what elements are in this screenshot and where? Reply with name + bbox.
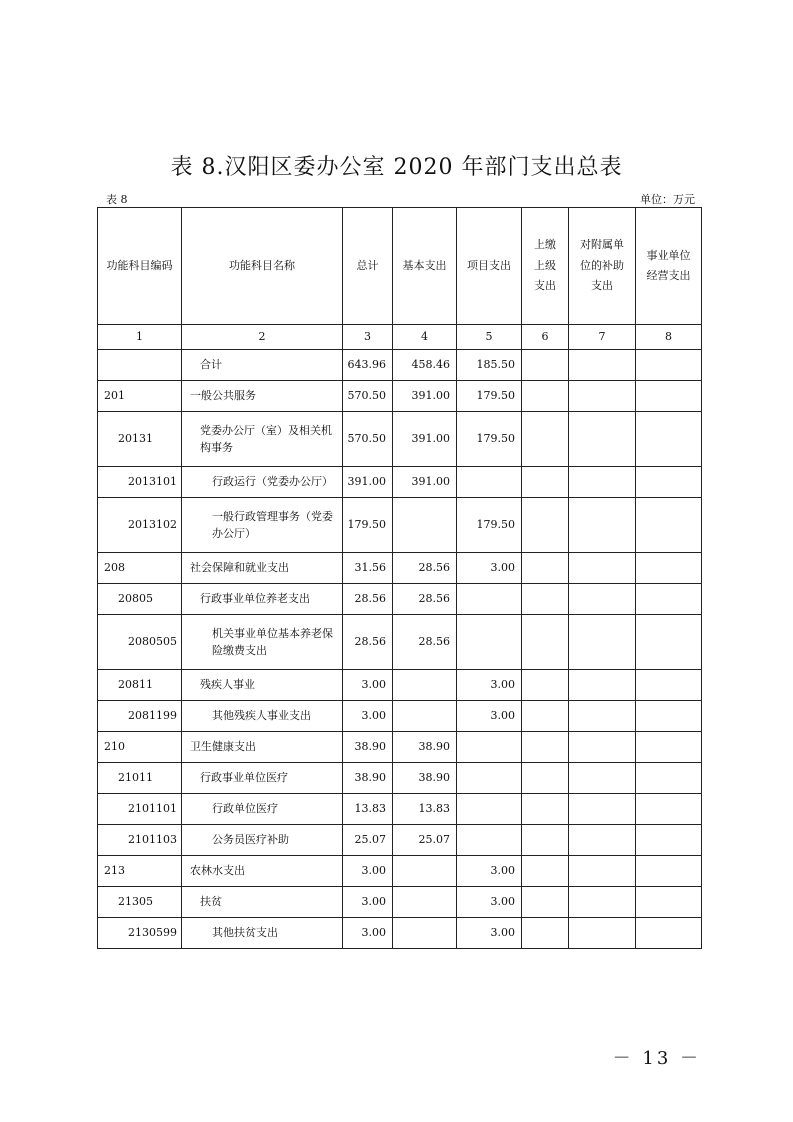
name-cell: 社会保障和就业支出 xyxy=(182,553,343,584)
affiliate-cell xyxy=(569,887,636,918)
upper-cell xyxy=(522,794,569,825)
code-cell: 213 xyxy=(98,856,182,887)
total-cell: 3.00 xyxy=(343,887,393,918)
affiliate-cell xyxy=(569,350,636,381)
name-cell: 党委办公厅（室）及相关机构事务 xyxy=(182,412,343,467)
column-number: 8 xyxy=(636,325,702,350)
table-row xyxy=(98,856,702,887)
column-number: 4 xyxy=(393,325,457,350)
basic-cell xyxy=(393,498,457,553)
header-code: 功能科目编码 xyxy=(98,208,182,325)
table-row xyxy=(98,350,702,381)
business-cell xyxy=(636,412,702,467)
project-cell: 3.00 xyxy=(457,553,522,584)
code-cell: 20805 xyxy=(98,584,182,615)
code-cell: 201 xyxy=(98,381,182,412)
total-cell: 570.50 xyxy=(343,412,393,467)
header-affiliate xyxy=(569,208,636,325)
column-number: 2 xyxy=(182,325,343,350)
code-cell: 20811 xyxy=(98,670,182,701)
upper-cell xyxy=(522,615,569,670)
table-row xyxy=(98,701,702,732)
upper-cell xyxy=(522,498,569,553)
upper-cell xyxy=(522,732,569,763)
project-cell: 185.50 xyxy=(457,350,522,381)
name-cell: 扶贫 xyxy=(182,887,343,918)
upper-cell xyxy=(522,467,569,498)
total-cell: 179.50 xyxy=(343,498,393,553)
name-cell: 卫生健康支出 xyxy=(182,732,343,763)
affiliate-cell xyxy=(569,553,636,584)
column-number-row xyxy=(98,325,702,350)
header-upper xyxy=(522,208,569,325)
header-affiliate-line1: 对附属单 xyxy=(580,238,624,252)
table-row xyxy=(98,732,702,763)
name-cell: 其他残疾人事业支出 xyxy=(182,701,343,732)
upper-cell xyxy=(522,670,569,701)
table-label: 表 8 xyxy=(106,193,128,206)
total-cell: 643.96 xyxy=(343,350,393,381)
basic-cell: 458.46 xyxy=(393,350,457,381)
header-upper-line3: 支出 xyxy=(534,279,556,293)
header-business-line1: 事业单位 xyxy=(646,248,691,262)
total-cell: 3.00 xyxy=(343,856,393,887)
affiliate-cell xyxy=(569,670,636,701)
code-cell: 2101103 xyxy=(98,825,182,856)
basic-cell: 391.00 xyxy=(393,412,457,467)
header-affiliate-line2: 位的补助 xyxy=(580,258,624,272)
business-cell xyxy=(636,615,702,670)
total-cell: 38.90 xyxy=(343,732,393,763)
unit-label: 单位：万元 xyxy=(640,193,695,206)
business-cell xyxy=(636,794,702,825)
affiliate-cell xyxy=(569,584,636,615)
name-cell: 行政单位医疗 xyxy=(182,794,343,825)
code-cell: 2081199 xyxy=(98,701,182,732)
table-row xyxy=(98,412,702,467)
total-cell: 3.00 xyxy=(343,918,393,949)
basic-cell xyxy=(393,918,457,949)
affiliate-cell xyxy=(569,498,636,553)
basic-cell: 25.07 xyxy=(393,825,457,856)
header-business xyxy=(636,208,702,325)
business-cell xyxy=(636,918,702,949)
column-number: 5 xyxy=(457,325,522,350)
upper-cell xyxy=(522,381,569,412)
upper-cell xyxy=(522,763,569,794)
header-affiliate-line3: 支出 xyxy=(591,279,613,293)
table-row xyxy=(98,467,702,498)
name-cell: 行政事业单位养老支出 xyxy=(182,584,343,615)
affiliate-cell xyxy=(569,381,636,412)
basic-cell: 28.56 xyxy=(393,553,457,584)
project-cell: 3.00 xyxy=(457,856,522,887)
basic-cell: 28.56 xyxy=(393,584,457,615)
upper-cell xyxy=(522,701,569,732)
name-cell: 其他扶贫支出 xyxy=(182,918,343,949)
total-cell: 13.83 xyxy=(343,794,393,825)
column-number: 1 xyxy=(98,325,182,350)
business-cell xyxy=(636,584,702,615)
column-number: 3 xyxy=(343,325,393,350)
project-cell xyxy=(457,467,522,498)
total-cell: 391.00 xyxy=(343,467,393,498)
table-row xyxy=(98,381,702,412)
basic-cell: 28.56 xyxy=(393,615,457,670)
code-cell: 210 xyxy=(98,732,182,763)
business-cell xyxy=(636,856,702,887)
basic-cell xyxy=(393,887,457,918)
affiliate-cell xyxy=(569,701,636,732)
basic-cell xyxy=(393,670,457,701)
table-row xyxy=(98,584,702,615)
business-cell xyxy=(636,350,702,381)
code-cell: 2101101 xyxy=(98,794,182,825)
basic-cell xyxy=(393,701,457,732)
basic-cell: 38.90 xyxy=(393,763,457,794)
project-cell xyxy=(457,584,522,615)
total-cell: 3.00 xyxy=(343,701,393,732)
page-number: － 13 － xyxy=(612,1048,701,1069)
header-basic: 基本支出 xyxy=(393,208,457,325)
name-cell: 合计 xyxy=(182,350,343,381)
header-business-line2: 经营支出 xyxy=(646,269,691,282)
total-cell: 28.56 xyxy=(343,615,393,670)
code-cell: 208 xyxy=(98,553,182,584)
total-cell: 570.50 xyxy=(343,381,393,412)
code-cell: 2013101 xyxy=(98,467,182,498)
upper-cell xyxy=(522,584,569,615)
affiliate-cell xyxy=(569,825,636,856)
basic-cell xyxy=(393,856,457,887)
table-row xyxy=(98,498,702,553)
business-cell xyxy=(636,553,702,584)
upper-cell xyxy=(522,918,569,949)
total-cell: 38.90 xyxy=(343,763,393,794)
project-cell: 3.00 xyxy=(457,670,522,701)
project-cell: 3.00 xyxy=(457,701,522,732)
project-cell: 179.50 xyxy=(457,381,522,412)
table-row xyxy=(98,670,702,701)
table-body xyxy=(98,350,702,949)
project-cell xyxy=(457,794,522,825)
expenditure-table xyxy=(97,207,702,949)
column-number: 7 xyxy=(569,325,636,350)
header-total: 总计 xyxy=(343,208,393,325)
affiliate-cell xyxy=(569,918,636,949)
business-cell xyxy=(636,467,702,498)
header-upper-line2: 上级 xyxy=(534,258,556,272)
upper-cell xyxy=(522,825,569,856)
upper-cell xyxy=(522,553,569,584)
business-cell xyxy=(636,763,702,794)
affiliate-cell xyxy=(569,412,636,467)
name-cell: 公务员医疗补助 xyxy=(182,825,343,856)
code-cell: 2130599 xyxy=(98,918,182,949)
project-cell: 179.50 xyxy=(457,412,522,467)
upper-cell xyxy=(522,350,569,381)
business-cell xyxy=(636,887,702,918)
project-cell xyxy=(457,732,522,763)
project-cell: 179.50 xyxy=(457,498,522,553)
name-cell: 行政事业单位医疗 xyxy=(182,763,343,794)
name-cell: 一般行政管理事务（党委办公厅） xyxy=(182,498,343,553)
header-row xyxy=(98,208,702,325)
code-cell xyxy=(98,350,182,381)
name-cell: 农林水支出 xyxy=(182,856,343,887)
code-cell: 21011 xyxy=(98,763,182,794)
basic-cell: 391.00 xyxy=(393,381,457,412)
upper-cell xyxy=(522,887,569,918)
project-cell xyxy=(457,825,522,856)
table-row xyxy=(98,615,702,670)
header-upper-line1: 上缴 xyxy=(534,238,556,252)
table-row xyxy=(98,763,702,794)
table-row xyxy=(98,794,702,825)
total-cell: 31.56 xyxy=(343,553,393,584)
name-cell: 机关事业单位基本养老保险缴费支出 xyxy=(182,615,343,670)
table-row xyxy=(98,553,702,584)
name-cell: 一般公共服务 xyxy=(182,381,343,412)
code-cell: 2013102 xyxy=(98,498,182,553)
total-cell: 25.07 xyxy=(343,825,393,856)
upper-cell xyxy=(522,412,569,467)
business-cell xyxy=(636,670,702,701)
page-title: 表 8.汉阳区委办公室 2020 年部门支出总表 xyxy=(170,155,623,180)
affiliate-cell xyxy=(569,763,636,794)
header-project: 项目支出 xyxy=(457,208,522,325)
table-row xyxy=(98,825,702,856)
code-cell: 21305 xyxy=(98,887,182,918)
basic-cell: 13.83 xyxy=(393,794,457,825)
name-cell: 残疾人事业 xyxy=(182,670,343,701)
total-cell: 28.56 xyxy=(343,584,393,615)
column-number: 6 xyxy=(522,325,569,350)
project-cell xyxy=(457,763,522,794)
basic-cell: 391.00 xyxy=(393,467,457,498)
upper-cell xyxy=(522,856,569,887)
project-cell xyxy=(457,615,522,670)
business-cell xyxy=(636,498,702,553)
business-cell xyxy=(636,381,702,412)
table-row xyxy=(98,918,702,949)
affiliate-cell xyxy=(569,615,636,670)
name-cell: 行政运行（党委办公厅） xyxy=(182,467,343,498)
total-cell: 3.00 xyxy=(343,670,393,701)
affiliate-cell xyxy=(569,794,636,825)
code-cell: 2080505 xyxy=(98,615,182,670)
business-cell xyxy=(636,732,702,763)
code-cell: 20131 xyxy=(98,412,182,467)
affiliate-cell xyxy=(569,856,636,887)
header-name: 功能科目名称 xyxy=(182,208,343,325)
business-cell xyxy=(636,825,702,856)
affiliate-cell xyxy=(569,467,636,498)
basic-cell: 38.90 xyxy=(393,732,457,763)
project-cell: 3.00 xyxy=(457,887,522,918)
affiliate-cell xyxy=(569,732,636,763)
business-cell xyxy=(636,701,702,732)
project-cell: 3.00 xyxy=(457,918,522,949)
table-row xyxy=(98,887,702,918)
